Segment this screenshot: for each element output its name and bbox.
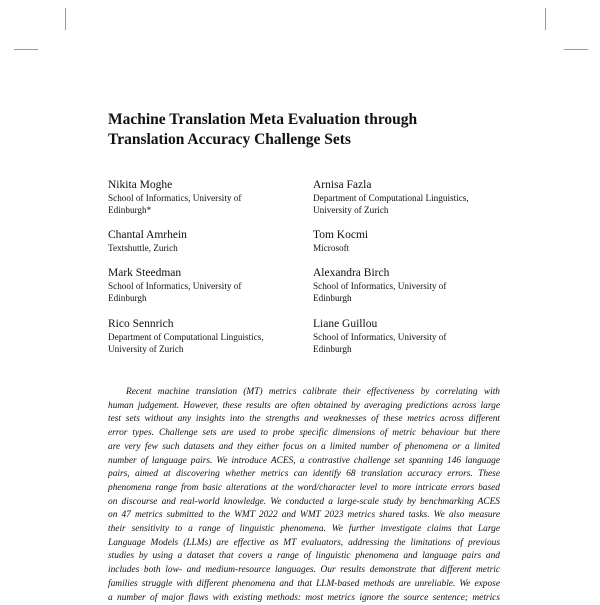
author-affiliation: Department of Computational Linguistics,: [108, 332, 264, 342]
abstract-line: pairs, aimed at discovering whether metrics can identify 68 translation accuracy errors. These: [108, 469, 500, 480]
author-affiliation: University of Zurich: [313, 205, 389, 215]
author-block: [108, 228, 298, 254]
author-affiliation: Department of Computational Linguistics,: [313, 193, 469, 203]
abstract-line: test sets without any insights into the strengths and weaknesses of these metrics across different: [108, 414, 500, 425]
author-affiliation: University of Zurich: [108, 344, 184, 354]
author-name: Rico Sennrich: [108, 318, 174, 330]
abstract: [108, 386, 500, 605]
paper-title: [108, 110, 508, 150]
abstract-line: on 47 metrics submitted to the WMT 2022 and WMT 2023 metrics shared tasks. We also measure: [108, 510, 500, 521]
abstract-line: error types. Challenge sets are used to probe specific dimensions of metric behaviour but there: [108, 428, 500, 439]
author-block: [313, 266, 503, 304]
abstract-line: on discourse and real-world knowledge. We conducted a large-scale study by benchmarking ACES: [108, 496, 500, 507]
abstract-line: phenomena range from basic alterations at the word/character level to more intricate errors based: [108, 482, 500, 493]
author-affiliation: School of Informatics, University of: [313, 281, 447, 291]
crop-mark-top-left: [65, 8, 66, 30]
author-block: [313, 317, 503, 355]
abstract-line: number of language pairs. We introduce ACES, a contrastive challenge set spanning 146 language: [108, 455, 500, 466]
author-affiliation: Edinburgh: [313, 344, 352, 354]
title-line-1: Machine Translation Meta Evaluation through: [108, 111, 418, 128]
author-block: [108, 178, 298, 216]
crop-mark-left: [14, 49, 38, 50]
abstract-line: studies by using a dataset that covers a range of linguistic phenomena and language pairs and: [108, 551, 500, 562]
abstract-line: are very few such datasets and they either focus on a limited number of phenomena or a limited: [108, 441, 500, 452]
author-name: Alexandra Birch: [313, 267, 390, 279]
author-name: Mark Steedman: [108, 267, 182, 279]
abstract-line: their sensitivity to a range of linguistic phenomena. We further investigate claims that Large: [108, 524, 500, 535]
crop-mark-top-right: [545, 8, 546, 30]
author-name: Chantal Amrhein: [108, 229, 187, 241]
author-name: Liane Guillou: [313, 318, 378, 330]
title-line-2: Translation Accuracy Challenge Sets: [108, 131, 351, 148]
author-block: [108, 266, 298, 304]
abstract-line: families struggle with different phenomena and that LLM-based methods are unreliable. We expose: [108, 578, 500, 589]
author-block: [108, 317, 298, 355]
abstract-line: human judgement. However, these results are often obtained by averaging predictions across large: [108, 400, 500, 411]
author-affiliation: School of Informatics, University of: [108, 193, 242, 203]
author-affiliation: Edinburgh: [108, 293, 147, 303]
author-affiliation: School of Informatics, University of: [313, 332, 447, 342]
author-block: [313, 228, 503, 254]
abstract-line: Language Models (LLMs) are effective as MT evaluators, addressing the limitations of previous: [108, 537, 500, 548]
abstract-line: Recent machine translation (MT) metrics calibrate their effectiveness by correlating with: [126, 387, 500, 397]
author-affiliation: Microsoft: [313, 243, 350, 253]
author-affiliation: School of Informatics, University of: [108, 281, 242, 291]
author-name: Nikita Moghe: [108, 179, 173, 191]
abstract-line: includes both low- and medium-resource languages. Our results demonstrate that different metric: [108, 565, 500, 576]
abstract-line: a number of major flaws with existing methods: most metrics ignore the source sentence; metrics: [108, 592, 500, 603]
author-name: Tom Kocmi: [313, 229, 369, 241]
crop-mark-right: [564, 49, 588, 50]
author-affiliation: Textshuttle, Zurich: [108, 243, 178, 253]
author-affiliation: Edinburgh*: [108, 205, 152, 215]
author-affiliation: Edinburgh: [313, 293, 352, 303]
author-block: [313, 178, 503, 216]
author-name: Arnisa Fazla: [313, 179, 372, 191]
